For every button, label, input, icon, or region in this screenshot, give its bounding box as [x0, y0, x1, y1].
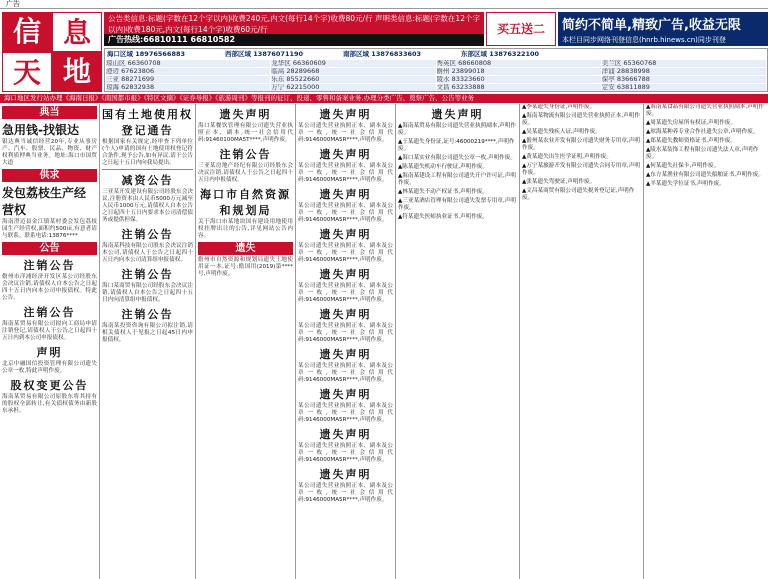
- notice-title: 股权变更公告: [10, 379, 89, 392]
- notice-title: 遗失声明: [319, 348, 372, 361]
- notice-body: 某公司遗失营业执照正本、副本及公章一枚,统一社会信用代码:9146000MA5R****,声明作废。: [298, 323, 393, 343]
- district-contact: 文昌 63233888: [437, 84, 601, 91]
- district-contact: 琼海 62832938: [106, 84, 270, 91]
- list-item: ▲海南某贸易有限公司遗失营业执照副本,声明作废。: [398, 123, 516, 136]
- ad-title: 急用钱-找银达: [2, 123, 79, 137]
- notice-body: 海口某商贸有限公司经股东会决议注销,请债权人自本公告之日起四十五日内向清算组申报债权。: [102, 283, 193, 303]
- notice-body: 北京中融国信投资管理有限公司遗失公章一枚,特此声明作废。: [2, 361, 97, 374]
- list-item: ▲吴某遗失残疾人证,声明作废。: [522, 129, 601, 135]
- list-item: ▲王某遗失身份证,证号:46000219****,声明作废。: [398, 139, 515, 152]
- notice-title: 遗失声明: [431, 108, 484, 121]
- column-3: [196, 104, 296, 579]
- slogan-box: [558, 12, 768, 46]
- notice-body: 关于海口市某地块国有建设用地使用权挂牌出让的公告,详见网站公告内容。: [198, 219, 293, 239]
- notice-title: 注销公告: [121, 268, 174, 281]
- district-contact: 洋浦 28838998: [602, 68, 766, 75]
- column-5: [396, 104, 520, 579]
- slogan: 简约不简单,精致广告,收益无限: [562, 18, 741, 33]
- list-item: ▲海南某食品有限公司遗失营业执照副本,声明作废。: [646, 104, 764, 117]
- district-contact: 乐东 85522660: [271, 76, 435, 83]
- notice-title: 遗失声明: [319, 108, 372, 121]
- notice-title: 声明: [36, 346, 63, 359]
- district-label: 西部区域 13876071190: [225, 50, 304, 58]
- logo-char: 信: [12, 15, 41, 48]
- district-contact: 儋州 23899018: [437, 68, 601, 75]
- page-top-label: 广告: [0, 0, 768, 9]
- logo-char: 地: [62, 55, 91, 88]
- section-title: 公告: [2, 242, 97, 255]
- district-contact: 琼山区 66360708: [106, 60, 270, 67]
- section-title: 遗失: [198, 242, 293, 255]
- notice-body: 某公司遗失营业执照正本、副本及公章一枚,统一社会信用代码:9146000MA5R****,声明作废。: [298, 243, 393, 263]
- logo: [2, 12, 102, 92]
- section-title: 供求: [2, 169, 97, 182]
- district-label: 海口区域 18976566883: [107, 50, 186, 58]
- district-label: 南部区域 13876833603: [343, 50, 422, 58]
- section-title: 典当: [2, 106, 97, 119]
- district-contacts: [104, 48, 768, 92]
- district-contact: 龙华区 66360609: [271, 60, 435, 67]
- list-item: ▲林某遗失不动产权证书,声明作废。: [398, 189, 488, 195]
- notice-title: 遗失声明: [319, 468, 372, 481]
- list-item: ▲海南某物流有限公司遗失营业执照正本,声明作废。: [522, 113, 640, 126]
- notice-title: 注销公告: [121, 228, 174, 241]
- notice-body: 某公司遗失营业执照正本、副本及公章一枚,统一社会信用代码:9146000MA5R****,声明作废。: [298, 443, 393, 463]
- promo-badge: 买五送二: [486, 12, 556, 46]
- list-item: ▲符某遗失医师执业证书,声明作废。: [398, 214, 488, 220]
- list-item: ▲三亚某酒店管理有限公司遗失发票专用章,声明作废。: [398, 198, 516, 211]
- district-contact: 保亭 83666788: [602, 76, 766, 83]
- notice-body: 海南某贸易有限公司原股东将其持有的股权全部转让,有关债权债务由新股东承担。: [2, 394, 97, 414]
- list-item: ▲文昌某商贸有限公司遗失税务登记证,声明作废。: [522, 188, 635, 201]
- list-item: ▲羊某遗失学位证书,声明作废。: [646, 181, 725, 187]
- district-contact: 三亚 88271699: [106, 76, 270, 83]
- list-item: ▲郑某遗失教师资格证书,声明作废。: [646, 138, 736, 144]
- column-4: [296, 104, 396, 579]
- list-item: ▲何某遗失社保卡,声明作废。: [646, 163, 720, 169]
- notice-body: 三亚某开发建设有限公司经股东会决议,注册资本由人民币5000万元减至人民币1000万元,请债权人自本公告之日起四十五日内要求本公司清偿债务或提供担保。: [102, 189, 193, 223]
- notice-body: 海南某贸易有限公司拟向工商局申请注销登记,请债权人于公告之日起四十五日内到本公司申报债权。: [2, 321, 97, 341]
- list-item: ▲东方某渔业有限公司遗失船舶证书,声明作废。: [646, 172, 764, 178]
- notice-title: 遗失声明: [319, 388, 372, 401]
- notice-title: 注销公告: [121, 308, 174, 321]
- column-6: [520, 104, 644, 579]
- notice-body: 某公司遗失营业执照正本、副本及公章一枚,统一社会信用代码:9146000MA5R****,声明作废。: [298, 203, 393, 223]
- district-contact: 陵水 83323660: [437, 76, 601, 83]
- list-item: ▲陵水某装饰工程有限公司遗失法人章,声明作废。: [646, 147, 759, 160]
- list-item: ▲周某遗失房屋所有权证,声明作废。: [646, 120, 736, 126]
- notice-body: 海口某餐饮管理有限公司遗失营业执照正本、副本,统一社会信用代码:91460100MA5T****,声明作废。: [198, 123, 293, 143]
- notice-body: 儋州市洋浦经济开发区某公司经股东会决议注销,请债权人自本公告之日起四十五日内向本公司申报债权。特此公告。: [2, 274, 97, 301]
- notice-title: 注销公告: [219, 148, 272, 161]
- notice-title: 海口市自然资源和规划局: [200, 188, 291, 217]
- classified-columns: [0, 104, 768, 579]
- notice-body: 根据国家有关规定,经审查下列单位(个人)申请的国有土地使用权登记符合条件,现予公告,如有异议,请于公告之日起十五日内向我局提出。: [102, 139, 193, 166]
- notice-title: 国有土地使用权登记通告: [102, 108, 193, 137]
- notice-title: 遗失声明: [319, 428, 372, 441]
- list-item: ▲海口某实业有限公司遗失公章一枚,声明作废。: [398, 155, 516, 161]
- column-2: [100, 104, 196, 579]
- service-bar: 海口地区发行站办理《海南日报》《南国都市报》《特区文摘》《证券导报》《旅游周刊》等报刊的征订、投递、零售和备案业务,办理分类广告、奠祭广告、公告等业务: [0, 94, 768, 103]
- list-item: ▲万宁某旅游开发有限公司遗失合同专用章,声明作废。: [522, 163, 640, 176]
- column-1: [0, 104, 100, 579]
- header: [0, 10, 768, 94]
- notice-title: 减资公告: [121, 174, 174, 187]
- district-contact: 定安 63811889: [602, 84, 766, 91]
- notice-title: 遗失声明: [319, 148, 372, 161]
- notice-body: 某公司遗失营业执照正本、副本及公章一枚,统一社会信用代码:9146000MA5R****,声明作废。: [298, 403, 393, 423]
- list-item: ▲张某遗失驾驶证,声明作废。: [522, 179, 596, 185]
- district-label: 东部区域 13876322100: [461, 50, 540, 58]
- list-item: ▲琼海某种养专业合作社遗失公章,声明作废。: [646, 129, 759, 135]
- header-info: [104, 12, 768, 92]
- district-contact: 美兰区 65360768: [602, 60, 766, 67]
- list-item: ▲陈某遗失机动车行驶证,声明作废。: [398, 164, 488, 170]
- notice-body: 某公司遗失营业执照正本、副本及公章一枚,统一社会信用代码:9146000MA5R****,声明作废。: [298, 363, 393, 383]
- district-contact: 秀英区 68660808: [437, 60, 601, 67]
- hotline: 广告热线:66810111 66810582: [104, 34, 484, 46]
- notice-title: 遗失声明: [319, 228, 372, 241]
- notice-body: 某公司遗失营业执照正本、副本及公章一枚,统一社会信用代码:9146000MA5R****,声明作废。: [298, 483, 393, 503]
- notice-body: 某公司遗失营业执照正本、副本及公章一枚,统一社会信用代码:9146000MA5R****,声明作废。: [298, 163, 393, 183]
- ad-body: 银达典当诚信经营20年,专业从事房产、汽车、股票、民品、物资、财产权利质押典当业务。地址:海口市国贸大道: [2, 139, 97, 166]
- notice-body: 海南某投资咨询有限公司拟注销,请相关债权人于见报之日起45日内申报债权。: [102, 323, 193, 343]
- notice-title: 注销公告: [23, 259, 76, 272]
- district-contact: 临高 28289668: [271, 68, 435, 75]
- logo-char: 息: [52, 12, 102, 52]
- notice-title: 遗失声明: [219, 108, 272, 121]
- notice-body: 某公司遗失营业执照正本、副本及公章一枚,统一社会信用代码:9146000MA5R****,声明作废。: [298, 283, 393, 303]
- district-grid: [105, 59, 767, 92]
- list-item: ▲李某遗失身份证,声明作废。: [522, 104, 596, 110]
- notice-body: 海南某科技有限公司股东会决议注销本公司,请债权人于公告之日起四十五日内向本公司清算组申报债权。: [102, 243, 193, 263]
- price-text: 公告类信息:标题(字数在12个字以内)收费240元,内文(每行14个字)收费80元/行 声明类信息:标题(字数在12个字以内)收费180元,内文(每行14个字)收费60元/行: [104, 12, 484, 46]
- list-item: ▲黄某遗失出生医学证明,声明作废。: [522, 154, 612, 160]
- notice-title: 遗失声明: [319, 308, 372, 321]
- district-contact: 万宁 62215000: [271, 84, 435, 91]
- ad-title: 发包荔枝生产经营权: [2, 186, 87, 217]
- list-item: ▲儋州某农业开发有限公司遗失财务专用章,声明作废。: [522, 138, 640, 151]
- notice-title: 遗失声明: [319, 188, 372, 201]
- district-contact: 澄迈 67623806: [106, 68, 270, 75]
- notice-body: 三亚某房地产经纪有限公司经股东会决议注销,请债权人于公告之日起四十五日内申报债权。: [198, 163, 293, 183]
- notice-body: 儋州市自然资源和规划局遗失土地使用证一本,证号:儋国用(2019)第****号,声明作废。: [198, 257, 293, 277]
- slogan-sub: 本栏目同步网络刊登信息(hnrb.hinews.cn)同步刊登: [562, 36, 726, 44]
- logo-char: 天: [2, 52, 52, 92]
- notice-title: 注销公告: [23, 306, 76, 319]
- ad-body: 海南澄迈县金江镇某村委会发包荔枝园生产经营权,面积约500亩,有意者请与联系。联系电话:13876****: [2, 219, 97, 239]
- column-7: [644, 104, 768, 579]
- list-item: ▲海南某建设工程有限公司遗失开户许可证,声明作废。: [398, 173, 516, 186]
- notice-title: 遗失声明: [319, 268, 372, 281]
- notice-body: 某公司遗失营业执照正本、副本及公章一枚,统一社会信用代码:9146000MA5R****,声明作废。: [298, 123, 393, 143]
